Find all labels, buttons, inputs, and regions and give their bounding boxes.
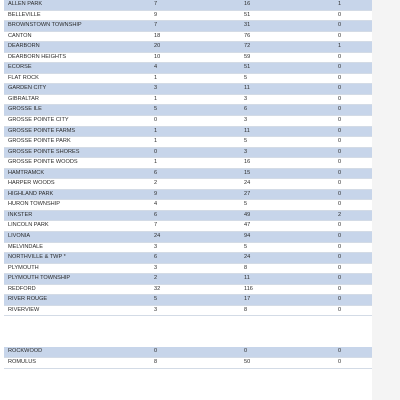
- value-cell: 3: [106, 305, 214, 316]
- table-row: [4, 305, 400, 316]
- value-cell: 6: [214, 105, 308, 116]
- value-cell: 11: [214, 126, 308, 137]
- table-row: [4, 94, 400, 105]
- value-cell: 6: [106, 210, 214, 221]
- municipality-name-cell: ECORSE: [4, 63, 106, 74]
- value-cell: 2: [106, 274, 214, 285]
- page-margin: [372, 0, 400, 400]
- municipality-name-cell: HURON TOWNSHIP: [4, 200, 106, 211]
- value-cell: 16: [214, 158, 308, 169]
- value-cell: 7: [106, 21, 214, 32]
- value-cell: 27: [214, 189, 308, 200]
- value-cell: 76: [214, 31, 308, 42]
- municipality-name-cell: MELVINDALE: [4, 242, 106, 253]
- municipality-name-cell: LIVONIA: [4, 232, 106, 243]
- table-row: [4, 284, 400, 295]
- value-cell: 0: [308, 263, 400, 274]
- value-cell: 59: [214, 52, 308, 63]
- municipality-name-cell: RIVER ROUGE: [4, 295, 106, 306]
- value-cell: 49: [214, 210, 308, 221]
- municipality-name-cell: ALLEN PARK: [4, 0, 106, 10]
- value-cell: 32: [106, 284, 214, 295]
- value-cell: 3: [106, 242, 214, 253]
- municipality-name-cell: ROMULUS: [4, 357, 106, 368]
- value-cell: 0: [214, 347, 308, 357]
- value-cell: 5: [214, 137, 308, 148]
- value-cell: 0: [308, 105, 400, 116]
- municipality-name-cell: CANTON: [4, 31, 106, 42]
- value-cell: 72: [214, 42, 308, 53]
- value-cell: 8: [214, 305, 308, 316]
- value-cell: 1: [106, 94, 214, 105]
- value-cell: 0: [308, 10, 400, 21]
- value-cell: 3: [106, 263, 214, 274]
- value-cell: 50: [214, 357, 308, 368]
- value-cell: 116: [214, 284, 308, 295]
- municipality-name-cell: BROWNSTOWN TOWNSHIP: [4, 21, 106, 32]
- value-cell: 2: [106, 179, 214, 190]
- value-cell: 5: [106, 295, 214, 306]
- value-cell: 0: [308, 126, 400, 137]
- value-cell: 0: [106, 347, 214, 357]
- value-cell: 0: [308, 116, 400, 127]
- value-cell: 0: [308, 284, 400, 295]
- value-cell: 5: [106, 105, 214, 116]
- value-cell: 3: [106, 84, 214, 95]
- value-cell: 15: [214, 168, 308, 179]
- value-cell: 4: [106, 200, 214, 211]
- value-cell: 0: [308, 168, 400, 179]
- value-cell: 3: [214, 147, 308, 158]
- municipality-name-cell: GARDEN CITY: [4, 84, 106, 95]
- value-cell: 6: [106, 168, 214, 179]
- table-row: [4, 42, 400, 53]
- municipality-name-cell: GROSSE ILE: [4, 105, 106, 116]
- value-cell: 94: [214, 232, 308, 243]
- value-cell: 16: [214, 0, 308, 10]
- value-cell: 0: [106, 116, 214, 127]
- value-cell: 9: [106, 189, 214, 200]
- value-cell: 1: [308, 0, 400, 10]
- table-row: [4, 21, 400, 32]
- table-row: [4, 84, 400, 95]
- value-cell: 0: [308, 295, 400, 306]
- municipality-table: [4, 0, 400, 316]
- table-row: [4, 105, 400, 116]
- table-row: [4, 10, 400, 21]
- value-cell: 0: [308, 357, 400, 368]
- municipality-name-cell: PLYMOUTH: [4, 263, 106, 274]
- table-row: [4, 179, 400, 190]
- table-row: [4, 357, 400, 368]
- value-cell: 0: [308, 189, 400, 200]
- value-cell: 0: [308, 31, 400, 42]
- value-cell: 0: [308, 137, 400, 148]
- value-cell: 3: [214, 116, 308, 127]
- value-cell: 11: [214, 84, 308, 95]
- municipality-name-cell: GROSSE POINTE FARMS: [4, 126, 106, 137]
- value-cell: 10: [106, 52, 214, 63]
- value-cell: 0: [308, 221, 400, 232]
- value-cell: 1: [308, 42, 400, 53]
- value-cell: 7: [106, 0, 214, 10]
- value-cell: 7: [106, 221, 214, 232]
- value-cell: 0: [308, 147, 400, 158]
- table-row: [4, 210, 400, 221]
- table-row: [4, 295, 400, 306]
- value-cell: 5: [214, 242, 308, 253]
- value-cell: 17: [214, 295, 308, 306]
- value-cell: 24: [106, 232, 214, 243]
- data-sheet: [4, 0, 372, 369]
- municipality-name-cell: GROSSE POINTE SHORES: [4, 147, 106, 158]
- value-cell: 0: [308, 274, 400, 285]
- municipality-name-cell: ROCKWOOD: [4, 347, 106, 357]
- value-cell: 3: [214, 94, 308, 105]
- table-row: [4, 347, 400, 357]
- value-cell: 8: [106, 357, 214, 368]
- municipality-name-cell: PLYMOUTH TOWNSHIP: [4, 274, 106, 285]
- municipality-name-cell: INKSTER: [4, 210, 106, 221]
- value-cell: 0: [308, 63, 400, 74]
- value-cell: 0: [308, 21, 400, 32]
- value-cell: 0: [308, 305, 400, 316]
- value-cell: 47: [214, 221, 308, 232]
- value-cell: 0: [308, 232, 400, 243]
- value-cell: 2: [308, 210, 400, 221]
- value-cell: 0: [308, 253, 400, 264]
- table-row: [4, 63, 400, 74]
- value-cell: 0: [308, 94, 400, 105]
- value-cell: 11: [214, 274, 308, 285]
- municipality-name-cell: GROSSE POINTE CITY: [4, 116, 106, 127]
- table-row: [4, 242, 400, 253]
- municipality-name-cell: HARPER WOODS: [4, 179, 106, 190]
- municipality-name-cell: DEARBORN: [4, 42, 106, 53]
- municipality-name-cell: FLAT ROCK: [4, 73, 106, 84]
- value-cell: 20: [106, 42, 214, 53]
- value-cell: 5: [214, 200, 308, 211]
- value-cell: 0: [308, 52, 400, 63]
- value-cell: 1: [106, 73, 214, 84]
- municipality-name-cell: HAMTRAMCK: [4, 168, 106, 179]
- value-cell: 0: [308, 347, 400, 357]
- municipality-name-cell: RIVERVIEW: [4, 305, 106, 316]
- table-row: [4, 158, 400, 169]
- value-cell: 0: [308, 242, 400, 253]
- table-row: [4, 126, 400, 137]
- value-cell: 51: [214, 63, 308, 74]
- value-cell: 0: [308, 84, 400, 95]
- value-cell: 31: [214, 21, 308, 32]
- municipality-name-cell: GROSSE POINTE WOODS: [4, 158, 106, 169]
- value-cell: 1: [106, 137, 214, 148]
- value-cell: 5: [214, 73, 308, 84]
- municipality-name-cell: REDFORD: [4, 284, 106, 295]
- table-row: [4, 137, 400, 148]
- value-cell: 24: [214, 179, 308, 190]
- table-row: [4, 147, 400, 158]
- table-row: [4, 52, 400, 63]
- table-row: [4, 73, 400, 84]
- value-cell: 1: [106, 126, 214, 137]
- value-cell: 0: [308, 179, 400, 190]
- table-row: [4, 116, 400, 127]
- table-row: [4, 253, 400, 264]
- value-cell: 4: [106, 63, 214, 74]
- value-cell: 0: [106, 147, 214, 158]
- table-row: [4, 221, 400, 232]
- value-cell: 0: [308, 73, 400, 84]
- municipality-name-cell: BELLEVILLE: [4, 10, 106, 21]
- table-gap: [4, 316, 372, 341]
- value-cell: 0: [308, 200, 400, 211]
- value-cell: 51: [214, 10, 308, 21]
- value-cell: 9: [106, 10, 214, 21]
- table-row: [4, 31, 400, 42]
- table-row: [4, 0, 400, 10]
- table-row: [4, 168, 400, 179]
- value-cell: 1: [106, 158, 214, 169]
- table-row: [4, 263, 400, 274]
- value-cell: 18: [106, 31, 214, 42]
- value-cell: 24: [214, 253, 308, 264]
- value-cell: 6: [106, 253, 214, 264]
- value-cell: 0: [308, 158, 400, 169]
- table-row: [4, 232, 400, 243]
- municipality-name-cell: NORTHVILLE & TWP *: [4, 253, 106, 264]
- table-row: [4, 200, 400, 211]
- municipality-name-cell: GIBRALTAR: [4, 94, 106, 105]
- municipality-name-cell: DEARBORN HEIGHTS: [4, 52, 106, 63]
- municipality-name-cell: HIGHLAND PARK: [4, 189, 106, 200]
- value-cell: 8: [214, 263, 308, 274]
- municipality-table-continued: [4, 347, 400, 368]
- municipality-name-cell: GROSSE POINTE PARK: [4, 137, 106, 148]
- table-row: [4, 274, 400, 285]
- table-row: [4, 189, 400, 200]
- municipality-name-cell: LINCOLN PARK: [4, 221, 106, 232]
